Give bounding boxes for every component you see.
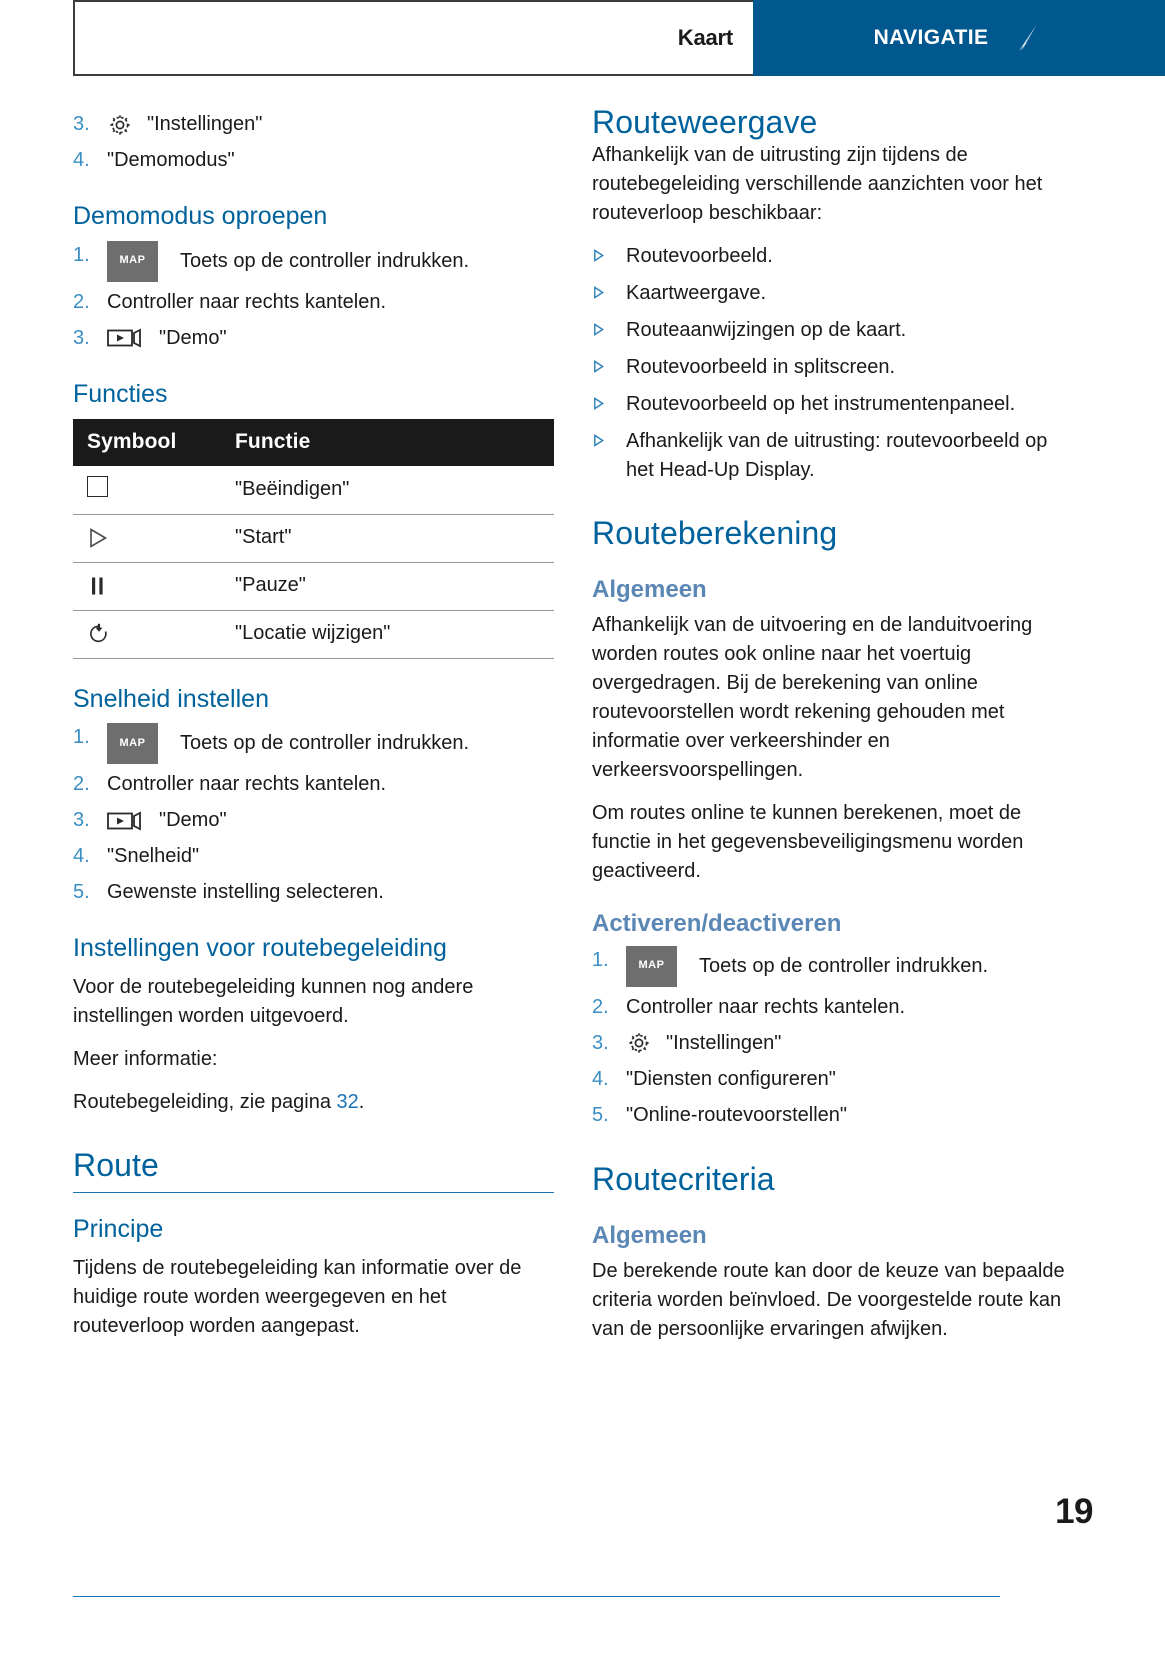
list-item <box>592 242 1073 271</box>
step-number: 2. <box>73 773 90 796</box>
step-number: 5. <box>592 1103 609 1126</box>
step-number: 3. <box>73 113 90 135</box>
step-label: "Instellingen" <box>147 113 263 135</box>
map-key-icon <box>626 946 677 987</box>
step-label: Gewenste instelling selecteren. <box>107 881 384 904</box>
step-label: "Demomodus" <box>107 149 235 171</box>
symbol-cell <box>73 514 233 562</box>
step-label: "Demo" <box>159 809 227 832</box>
list-item <box>73 288 554 318</box>
bullet-triangle-icon <box>592 390 626 410</box>
step-number: 5. <box>73 881 90 904</box>
gear-icon <box>107 112 133 138</box>
bullet-label: Kaartweergave. <box>626 281 767 304</box>
step-number: 3. <box>73 326 90 349</box>
cross-reference-suffix: . <box>358 1091 365 1113</box>
step-number: 3. <box>73 809 90 832</box>
map-key-icon <box>107 723 158 764</box>
functies-table <box>73 419 554 659</box>
function-cell: "Start" <box>233 514 554 562</box>
page-content <box>73 104 1093 1344</box>
continued-step-list <box>73 110 554 176</box>
step-number: 4. <box>592 1067 609 1090</box>
heading-routecriteria: Routecriteria <box>592 1160 775 1197</box>
table-header-row <box>73 419 554 466</box>
heading-snelheid-instellen: Snelheid instellen <box>73 684 269 713</box>
table-row <box>73 562 554 610</box>
bullet-label: Routevoorbeeld. <box>626 244 773 267</box>
bullet-triangle-icon <box>592 279 626 299</box>
paragraph: Meer informatie: <box>73 1048 218 1070</box>
breadcrumb: Kaart <box>677 25 733 50</box>
header-breadcrumb-box <box>73 0 753 76</box>
heading-principe: Principe <box>73 1214 164 1243</box>
list-item <box>73 324 554 354</box>
bullet-triangle-icon <box>592 427 626 447</box>
gear-icon <box>626 1030 652 1056</box>
step-label: Toets op de controller indrukken. <box>180 732 470 755</box>
heading-algemeen-routecriteria: Algemeen <box>592 1221 707 1249</box>
function-cell: "Locatie wijzigen" <box>233 610 554 658</box>
right-column <box>592 104 1073 1344</box>
list-item <box>73 146 554 176</box>
cross-reference <box>73 1088 554 1117</box>
map-key-icon <box>107 241 158 282</box>
demo-video-icon <box>107 325 147 351</box>
step-label: "Instellingen" <box>666 1031 782 1054</box>
header-section-banner <box>753 0 1165 76</box>
function-cell: "Beëindigen" <box>233 466 554 515</box>
list-item <box>592 390 1073 419</box>
symbol-cell <box>73 466 233 515</box>
heading-instellingen-routebegeleiding: Instellingen voor routebegeleiding <box>73 934 447 963</box>
step-label: Toets op de controller indrukken. <box>699 954 989 977</box>
column-header-symbool: Symbool <box>73 419 233 466</box>
paragraph: Om routes online te kunnen berekenen, moet de functie in het gegevensbeveiligingsmenu worden geactiveerd. <box>592 802 1024 883</box>
map-key-label: MAP <box>119 254 146 267</box>
step-number: 1. <box>73 243 90 266</box>
paragraph: Voor de routebegeleiding kunnen nog andere instellingen worden uitgevoerd. <box>73 976 474 1027</box>
list-item <box>73 806 554 836</box>
heading-activeren-deactiveren: Activeren/deactiveren <box>592 910 842 938</box>
heading-route: Route <box>73 1147 159 1183</box>
function-cell: "Pauze" <box>233 562 554 610</box>
left-column <box>73 104 554 1344</box>
list-item <box>592 1101 1073 1131</box>
map-key-label: MAP <box>638 959 665 972</box>
cross-reference-text: Routebegeleiding, zie pagina <box>73 1091 337 1113</box>
step-number: 1. <box>73 726 90 749</box>
list-item <box>592 427 1073 485</box>
step-number: 1. <box>592 948 609 971</box>
demomodus-step-list <box>73 241 554 354</box>
navigation-arrow-icon <box>1010 21 1044 55</box>
table-row <box>73 466 554 515</box>
step-number: 2. <box>592 995 609 1018</box>
heading-demomodus-oproepen: Demomodus oproepen <box>73 202 328 230</box>
footer-divider <box>73 1596 1000 1597</box>
list-item <box>73 878 554 908</box>
symbol-cell <box>73 610 233 658</box>
change-location-icon <box>87 622 111 646</box>
table-row <box>73 610 554 658</box>
step-label: "Diensten configureren" <box>626 1067 836 1090</box>
step-number: 4. <box>73 149 90 171</box>
list-item <box>73 723 554 764</box>
section-title: NAVIGATIE <box>873 26 989 49</box>
map-key-label: MAP <box>119 736 146 749</box>
step-number: 3. <box>592 1031 609 1054</box>
step-label: Controller naar rechts kantelen. <box>107 773 387 796</box>
page-number: 19 <box>1055 1492 1093 1531</box>
list-item <box>592 316 1073 345</box>
symbol-cell <box>73 562 233 610</box>
bullet-triangle-icon <box>592 353 626 373</box>
heading-functies: Functies <box>73 379 168 408</box>
activeren-step-list <box>592 946 1073 1131</box>
stop-square-icon <box>87 476 108 497</box>
bullet-label: Routevoorbeeld op het instrumentenpaneel. <box>626 392 1016 415</box>
list-item <box>73 770 554 800</box>
list-item <box>73 842 554 872</box>
step-number: 4. <box>73 845 90 868</box>
list-item <box>592 993 1073 1023</box>
cross-reference-page-link[interactable]: 32 <box>336 1091 359 1113</box>
bullet-triangle-icon <box>592 316 626 336</box>
heading-routeberekening: Routeberekening <box>592 514 838 551</box>
list-item <box>73 241 554 282</box>
paragraph: De berekende route kan door de keuze van bepaalde criteria worden beïnvloed. De voorgestelde route kan van de persoonlijke ervaringen afwijken. <box>592 1260 1065 1341</box>
page-header <box>73 0 1165 76</box>
routeweergave-bullet-list <box>592 242 1073 485</box>
play-triangle-icon <box>87 527 109 549</box>
table-row <box>73 514 554 562</box>
bullet-triangle-icon <box>592 242 626 262</box>
list-item <box>592 1029 1073 1059</box>
paragraph: Afhankelijk van de uitvoering en de landuitvoering worden routes ook online naar het voertuig overgedragen. Bij de berekening van online routevoorstellen wordt rekening gehouden met informatie over verkeershinder en verkeersvoorspellingen. <box>592 614 1033 782</box>
section-divider <box>73 1192 554 1193</box>
bullet-label: Afhankelijk van de uitrusting: routevoorbeeld op het Head-Up Display. <box>626 429 1048 481</box>
step-label: "Snelheid" <box>107 845 200 868</box>
step-label: Controller naar rechts kantelen. <box>107 290 387 313</box>
step-label: "Online-routevoorstellen" <box>626 1103 847 1126</box>
list-item <box>592 353 1073 382</box>
demo-video-icon <box>107 808 147 834</box>
heading-routeweergave: Routeweergave <box>592 104 818 140</box>
snelheid-step-list <box>73 723 554 908</box>
step-number: 2. <box>73 290 90 313</box>
column-header-functie: Functie <box>233 419 554 466</box>
paragraph: Afhankelijk van de uitrusting zijn tijdens de routebegeleiding verschillende aanzichten voor het routeverloop beschikbaar: <box>592 143 1043 224</box>
list-item <box>592 946 1073 987</box>
list-item <box>592 1065 1073 1095</box>
pause-bars-icon <box>87 575 109 597</box>
bullet-label: Routeaanwijzingen op de kaart. <box>626 318 907 341</box>
bullet-label: Routevoorbeeld in splitscreen. <box>626 355 896 378</box>
step-label: "Demo" <box>159 326 227 349</box>
step-label: Controller naar rechts kantelen. <box>626 995 906 1018</box>
step-label: Toets op de controller indrukken. <box>180 249 470 272</box>
list-item <box>73 110 554 140</box>
heading-algemeen-routeberekening: Algemeen <box>592 575 707 603</box>
paragraph: Tijdens de routebegeleiding kan informatie over de huidige route worden weergegeven en het routeverloop worden aangepast. <box>73 1256 522 1337</box>
list-item <box>592 279 1073 308</box>
